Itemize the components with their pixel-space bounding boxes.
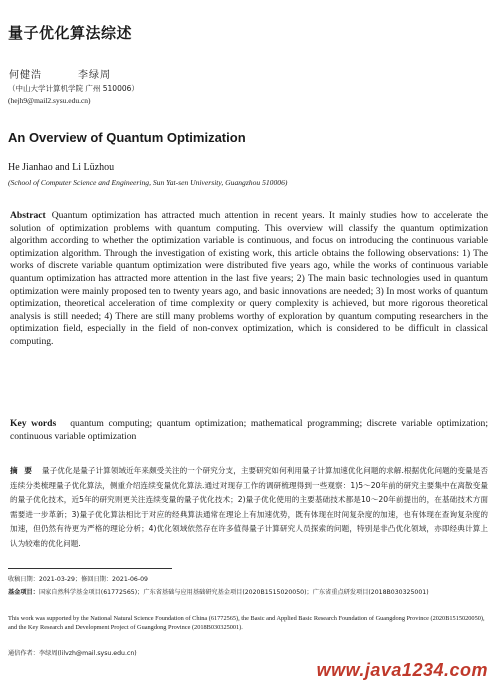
fund-label: 基金项目： — [8, 589, 39, 596]
abstract-text: Quantum optimization has attracted much attention in recent years. It mainly studies how to accelerate the solution of optimization problems with quantum computing. This overview will classify the quantum optimization algorithm according to whether the optimization variable is continuous, and focus on introducing the continuous variable optimization algorithm. Through the investigation of existing work, this article obtains the following observations: 1) The works of discrete variable quantum optimization were distributed five years ago, while the works of continuous variable quantum optimization has attracted more attention in the last five years; 2) The main basic technologies used in quantum optimization were mainly proposed ten to twenty years ago, and basic innovations are needed; 3) In most works of quantum optimization, theoretical acceleration of time complexity or query complexity is achieved, but more rigorous theoretical analysis is still needed; 4) There are still many problems worthy of exploration by quantum computing researchers in the optimization field, especially in the field of non-convex optimization, which is considered to be difficult in classical computing. — [10, 210, 488, 347]
english-authors: He Jianhao and Li Lüzhou — [8, 162, 115, 173]
site-watermark: www.java1234.com — [316, 660, 488, 680]
fund-info-english: This work was supported by the National Natural Science Foundation of China (61772565), the Basic and Applied Basic Research Foundation of Guangdong Province (2020B1515020050), and the Key Research and Development Project of Guangdong Province (2018B030325001). — [8, 615, 485, 632]
fund-text: 国家自然科学基金项目(61772565)；广东省基础与应用基础研究基金项目(2020B1515020050)；广东省重点研发项目(2018B030325001) — [38, 589, 429, 596]
received-date: 收稿日期：2021-03-29；修回日期：2021-06-09 — [8, 576, 148, 583]
english-title: An Overview of Quantum Optimization — [8, 130, 246, 145]
keywords-label: Key words — [10, 418, 57, 429]
fund-info — [8, 588, 490, 597]
chinese-abstract-label: 摘 要 — [10, 466, 34, 475]
chinese-authors — [9, 66, 111, 81]
abstract-label: Abstract — [10, 210, 46, 221]
author-name: 何健浩 — [9, 70, 42, 81]
chinese-title: 量子优化算法综述 — [8, 24, 133, 42]
english-keywords — [10, 418, 488, 443]
english-affiliation: (School of Computer Science and Engineering, Sun Yat-sen University, Guangzhou 510006) — [8, 178, 288, 187]
footnote-divider — [8, 568, 172, 569]
chinese-abstract-text: 量子优化是量子计算领域近年来颇受关注的一个研究分支，主要研究如何利用量子计算加速优化问题的求解.根据优化问题的变量是否连续分类梳理量子优化算法，侧重介绍连续变量优化算法.通过对现存工作的调研梳理得到一些观察：1)5～20年前的研究主要集中在离散变量的量子优化技术，近5年的研究则更关注连续变量的量子优化技术；2)量子优化使用的主要基础技术都是10～20年前提出的，在基础技术方面需要进一步革新；3)量子优化算法相比于对应的经典算法通常在理论上有加速优势，既有体现在时间复杂度的加速，也有体现在查询复杂度的加速，但仍然有待更为严格的理论分析；4)优化领域依然存在许多值得量子计算研究人员探索的问题，特别是非凸优化领域，亦即经典计算上认为较难的优化问题. — [10, 466, 488, 548]
author-name: 李绿周 — [78, 70, 111, 81]
english-abstract — [10, 210, 488, 349]
corresponding-author: 通信作者：李绿周(lilvzh@mail.sysu.edu.cn) — [8, 650, 137, 657]
chinese-affiliation: （中山大学计算机学院 广州 510006） — [8, 84, 139, 93]
keywords-text: quantum computing; quantum optimization; mathematical programming; discrete variable optimization; continuous variable optimization — [10, 418, 488, 442]
chinese-abstract — [10, 464, 488, 552]
author-email: (hejh9@mail2.sysu.edu.cn) — [8, 96, 91, 105]
